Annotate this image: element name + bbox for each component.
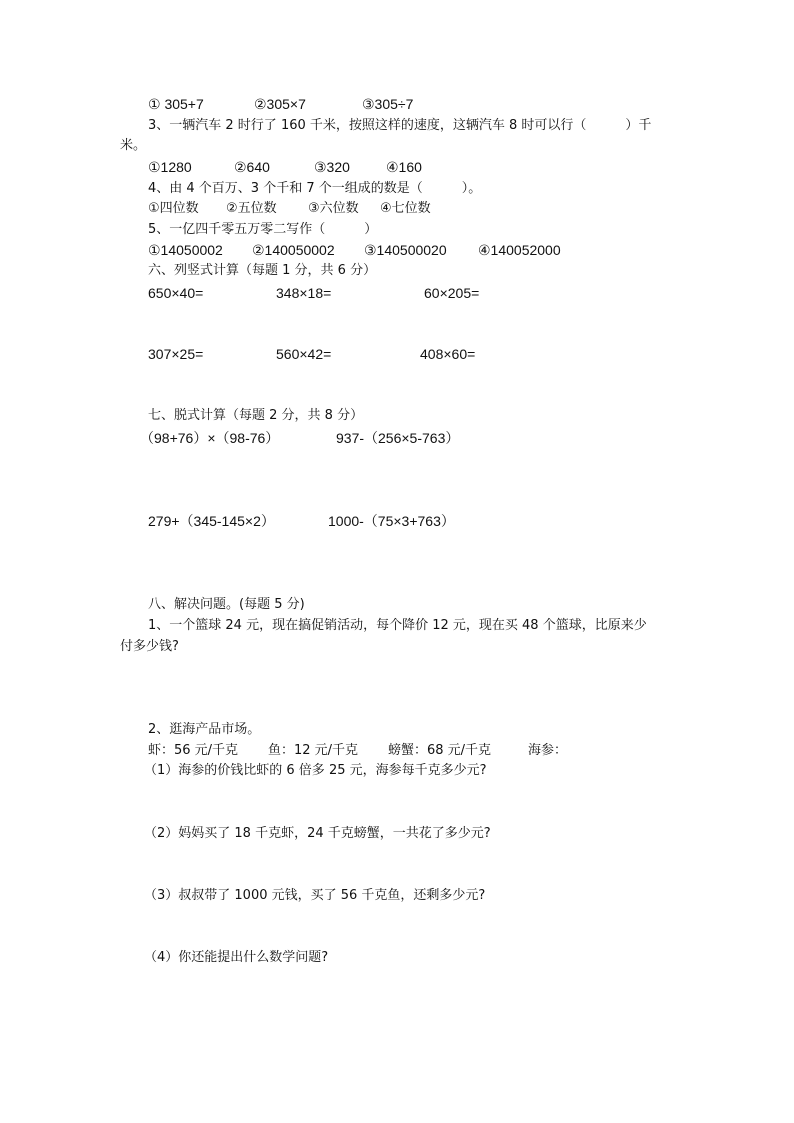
q2-option-1: ① 305+7 (148, 96, 204, 112)
q5-option-4: ④140052000 (478, 242, 561, 258)
q5-option-1: ①14050002 (148, 242, 223, 258)
calc-item: 60×205= (424, 285, 480, 301)
calc-item: 937-（256×5-763） (336, 430, 460, 446)
q3-option-3: ③320 (314, 159, 350, 175)
subquestion-3: （3）叔叔带了 1000 元钱，买了 56 千克鱼，还剩多少元? (144, 888, 486, 903)
q4-question: 4、由 4 个百万、3 个千和 7 个一组成的数是（ ）。 (148, 181, 482, 196)
subquestion-1: （1）海参的价钱比虾的 6 倍多 25 元，海参每千克多少元? (144, 763, 487, 778)
calc-item: 1000-（75×3+763） (328, 513, 455, 529)
section6-title: 六、列竖式计算（每题 1 分，共 6 分） (148, 263, 377, 278)
q4-option-4: ④七位数 (380, 201, 431, 216)
section7-title: 七、脱式计算（每题 2 分，共 8 分） (148, 408, 364, 423)
q3-option-4: ④160 (386, 159, 422, 175)
calc-item: 279+（345-145×2） (148, 513, 275, 529)
q4-option-3: ③六位数 (308, 201, 359, 216)
q3-option-2: ②640 (234, 159, 270, 175)
price-item: 螃蟹：68 元/千克 (388, 743, 492, 758)
calc-item: 307×25= (148, 346, 204, 362)
calc-item: （98+76）×（98-76） (140, 430, 280, 446)
calc-item: 650×40= (148, 285, 204, 301)
subquestion-4: （4）你还能提出什么数学问题? (144, 950, 329, 965)
q5-option-2: ②140050002 (252, 242, 335, 258)
problem1-line1: 1、一个篮球 24 元，现在搞促销活动，每个降价 12 元，现在买 48 个篮球，比原来少 (148, 618, 647, 633)
price-item: 虾：56 元/千克 (148, 743, 239, 758)
q5-question: 5、一亿四千零五万零二写作（ ） (148, 222, 378, 237)
q2-option-3: ③305÷7 (362, 96, 414, 112)
problem1-line2: 付多少钱? (120, 639, 179, 654)
q5-option-3: ③140500020 (364, 242, 447, 258)
q4-option-2: ②五位数 (226, 201, 277, 216)
calc-item: 348×18= (276, 285, 332, 301)
subquestion-2: （2）妈妈买了 18 千克虾，24 千克螃蟹，一共花了多少元? (144, 826, 491, 841)
calc-item: 560×42= (276, 346, 332, 362)
problem2-title: 2、逛海产品市场。 (148, 722, 261, 737)
price-item: 海参： (528, 743, 568, 758)
q4-option-1: ①四位数 (148, 201, 199, 216)
q3-question-line1: 3、一辆汽车 2 时行了 160 千米，按照这样的速度，这辆汽车 8 时可以行（ ）千 (148, 118, 652, 133)
section8-title: 八、解决问题。(每题 5 分) (148, 597, 305, 612)
q3-option-1: ①1280 (148, 159, 192, 175)
q2-option-2: ②305×7 (254, 96, 306, 112)
q3-question-line2: 米。 (120, 138, 147, 153)
price-item: 鱼：12 元/千克 (268, 743, 359, 758)
calc-item: 408×60= (420, 346, 476, 362)
